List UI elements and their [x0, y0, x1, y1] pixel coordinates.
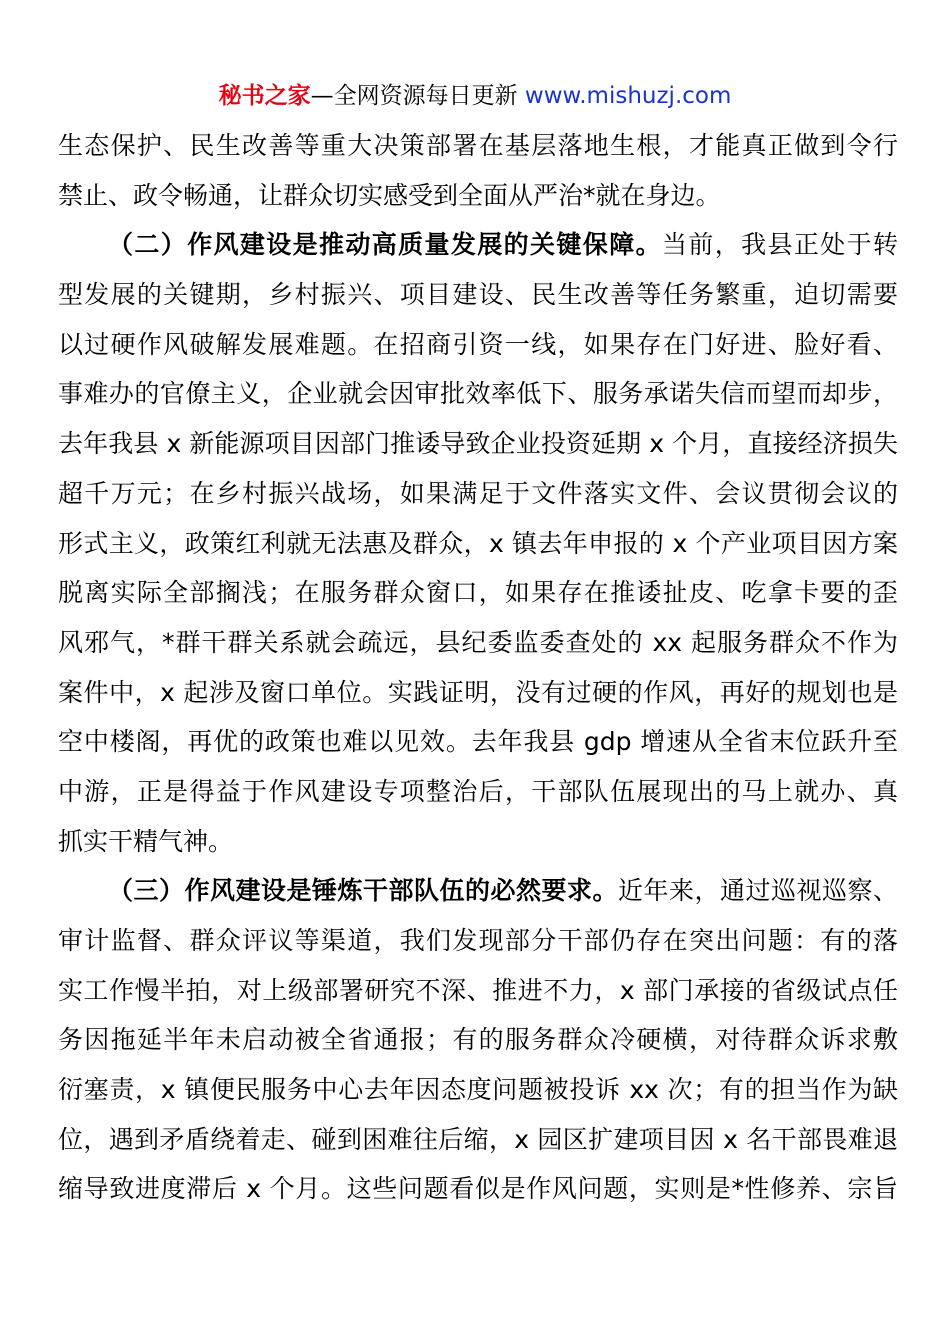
text-line — [58, 618, 898, 668]
text-line — [58, 220, 898, 270]
section-heading: （二）作风建设是推动高质量发展的关键保障。 — [108, 230, 662, 260]
line-text: 位，遇到矛盾绕着走、碰到困难往后缩，x 园区扩建项目因 x 名干部畏难退 — [58, 1124, 898, 1154]
text-line — [58, 668, 898, 718]
line-text: 型发展的关键期，乡村振兴、项目建设、民生改善等任务繁重，迫切需要 — [58, 280, 898, 310]
line-text: 禁止、政令畅通，让群众切实感受到全面从严治*就在身边。 — [58, 180, 721, 210]
text-line — [58, 866, 898, 916]
line-text: 实工作慢半拍，对上级部署研究不深、推进不力，x 部门承接的省级试点任 — [58, 975, 898, 1005]
text-line — [58, 1164, 898, 1214]
line-text: 近年来，通过巡视巡察、 — [617, 876, 898, 906]
header-slogan: —全网资源每日更新 — [310, 83, 518, 109]
text-line — [58, 469, 898, 519]
text-line — [58, 1115, 898, 1165]
text-line — [58, 717, 898, 767]
line-text: 审计监督、群众评议等渠道，我们发现部分干部仍存在突出问题：有的落 — [58, 926, 898, 955]
line-text: 缩导致进度滞后 x 个月。这些问题看似是作风问题，实则是*性修养、宗旨 — [58, 1174, 898, 1204]
line-text: 事难办的官僚主义，企业就会因审批效率低下、服务承诺失信而望而却步， — [58, 379, 898, 409]
text-line — [58, 121, 898, 171]
text-line — [58, 568, 898, 618]
line-text: 务因拖延半年未启动被全省通报；有的服务群众冷硬横，对待群众诉求敷 — [58, 1025, 898, 1055]
text-line — [58, 966, 898, 1016]
line-text: 当前，我县正处于转 — [661, 230, 898, 260]
line-text: 抓实干精气神。 — [58, 826, 234, 856]
line-text: 中游，正是得益于作风建设专项整治后，干部队伍展现出的马上就办、真 — [58, 776, 898, 806]
text-line — [58, 1015, 898, 1065]
line-text: 形式主义，政策红利就无法惠及群众，x 镇去年申报的 x 个产业项目因方案 — [58, 528, 898, 558]
text-line — [58, 171, 898, 221]
text-line — [58, 369, 898, 419]
text-line — [58, 270, 898, 320]
text-line — [58, 767, 898, 817]
line-text: 生态保护、民生改善等重大决策部署在基层落地生根，才能真正做到令行 — [58, 131, 898, 160]
brand-name: 秘书之家 — [218, 83, 311, 109]
text-line — [58, 419, 898, 469]
text-line — [58, 1065, 898, 1115]
line-text: 空中楼阁，再优的政策也难以见效。去年我县 gdp 增速从全省末位跃升至 — [58, 727, 898, 757]
line-text: 衍塞责，x 镇便民服务中心去年因态度问题被投诉 xx 次；有的担当作为缺 — [58, 1075, 898, 1105]
line-text: 超千万元；在乡村振兴战场，如果满足于文件落实文件、会议贯彻会议的 — [58, 478, 898, 508]
document-body — [58, 121, 898, 1214]
page-header — [0, 80, 950, 112]
line-text: 案件中，x 起涉及窗口单位。实践证明，没有过硬的作风，再好的规划也是 — [58, 677, 898, 707]
line-text: 风邪气，*群干群关系就会疏远，县纪委监委查处的 xx 起服务群众不作为 — [58, 627, 898, 657]
site-url-link[interactable]: www.mishuzj.com — [524, 83, 732, 109]
line-text: 去年我县 x 新能源项目因部门推诿导致企业投资延期 x 个月，直接经济损失 — [58, 429, 898, 459]
text-line — [58, 519, 898, 569]
section-heading: （三）作风建设是锤炼干部队伍的必然要求。 — [108, 876, 618, 906]
line-text: 脱离实际全部搁浅；在服务群众窗口，如果存在推诿扯皮、吃拿卡要的歪 — [58, 578, 898, 608]
line-text: 以过硬作风破解发展难题。在招商引资一线，如果存在门好进、脸好看、 — [58, 329, 898, 359]
text-line — [58, 817, 898, 867]
text-line — [58, 320, 898, 370]
text-line — [58, 916, 898, 966]
